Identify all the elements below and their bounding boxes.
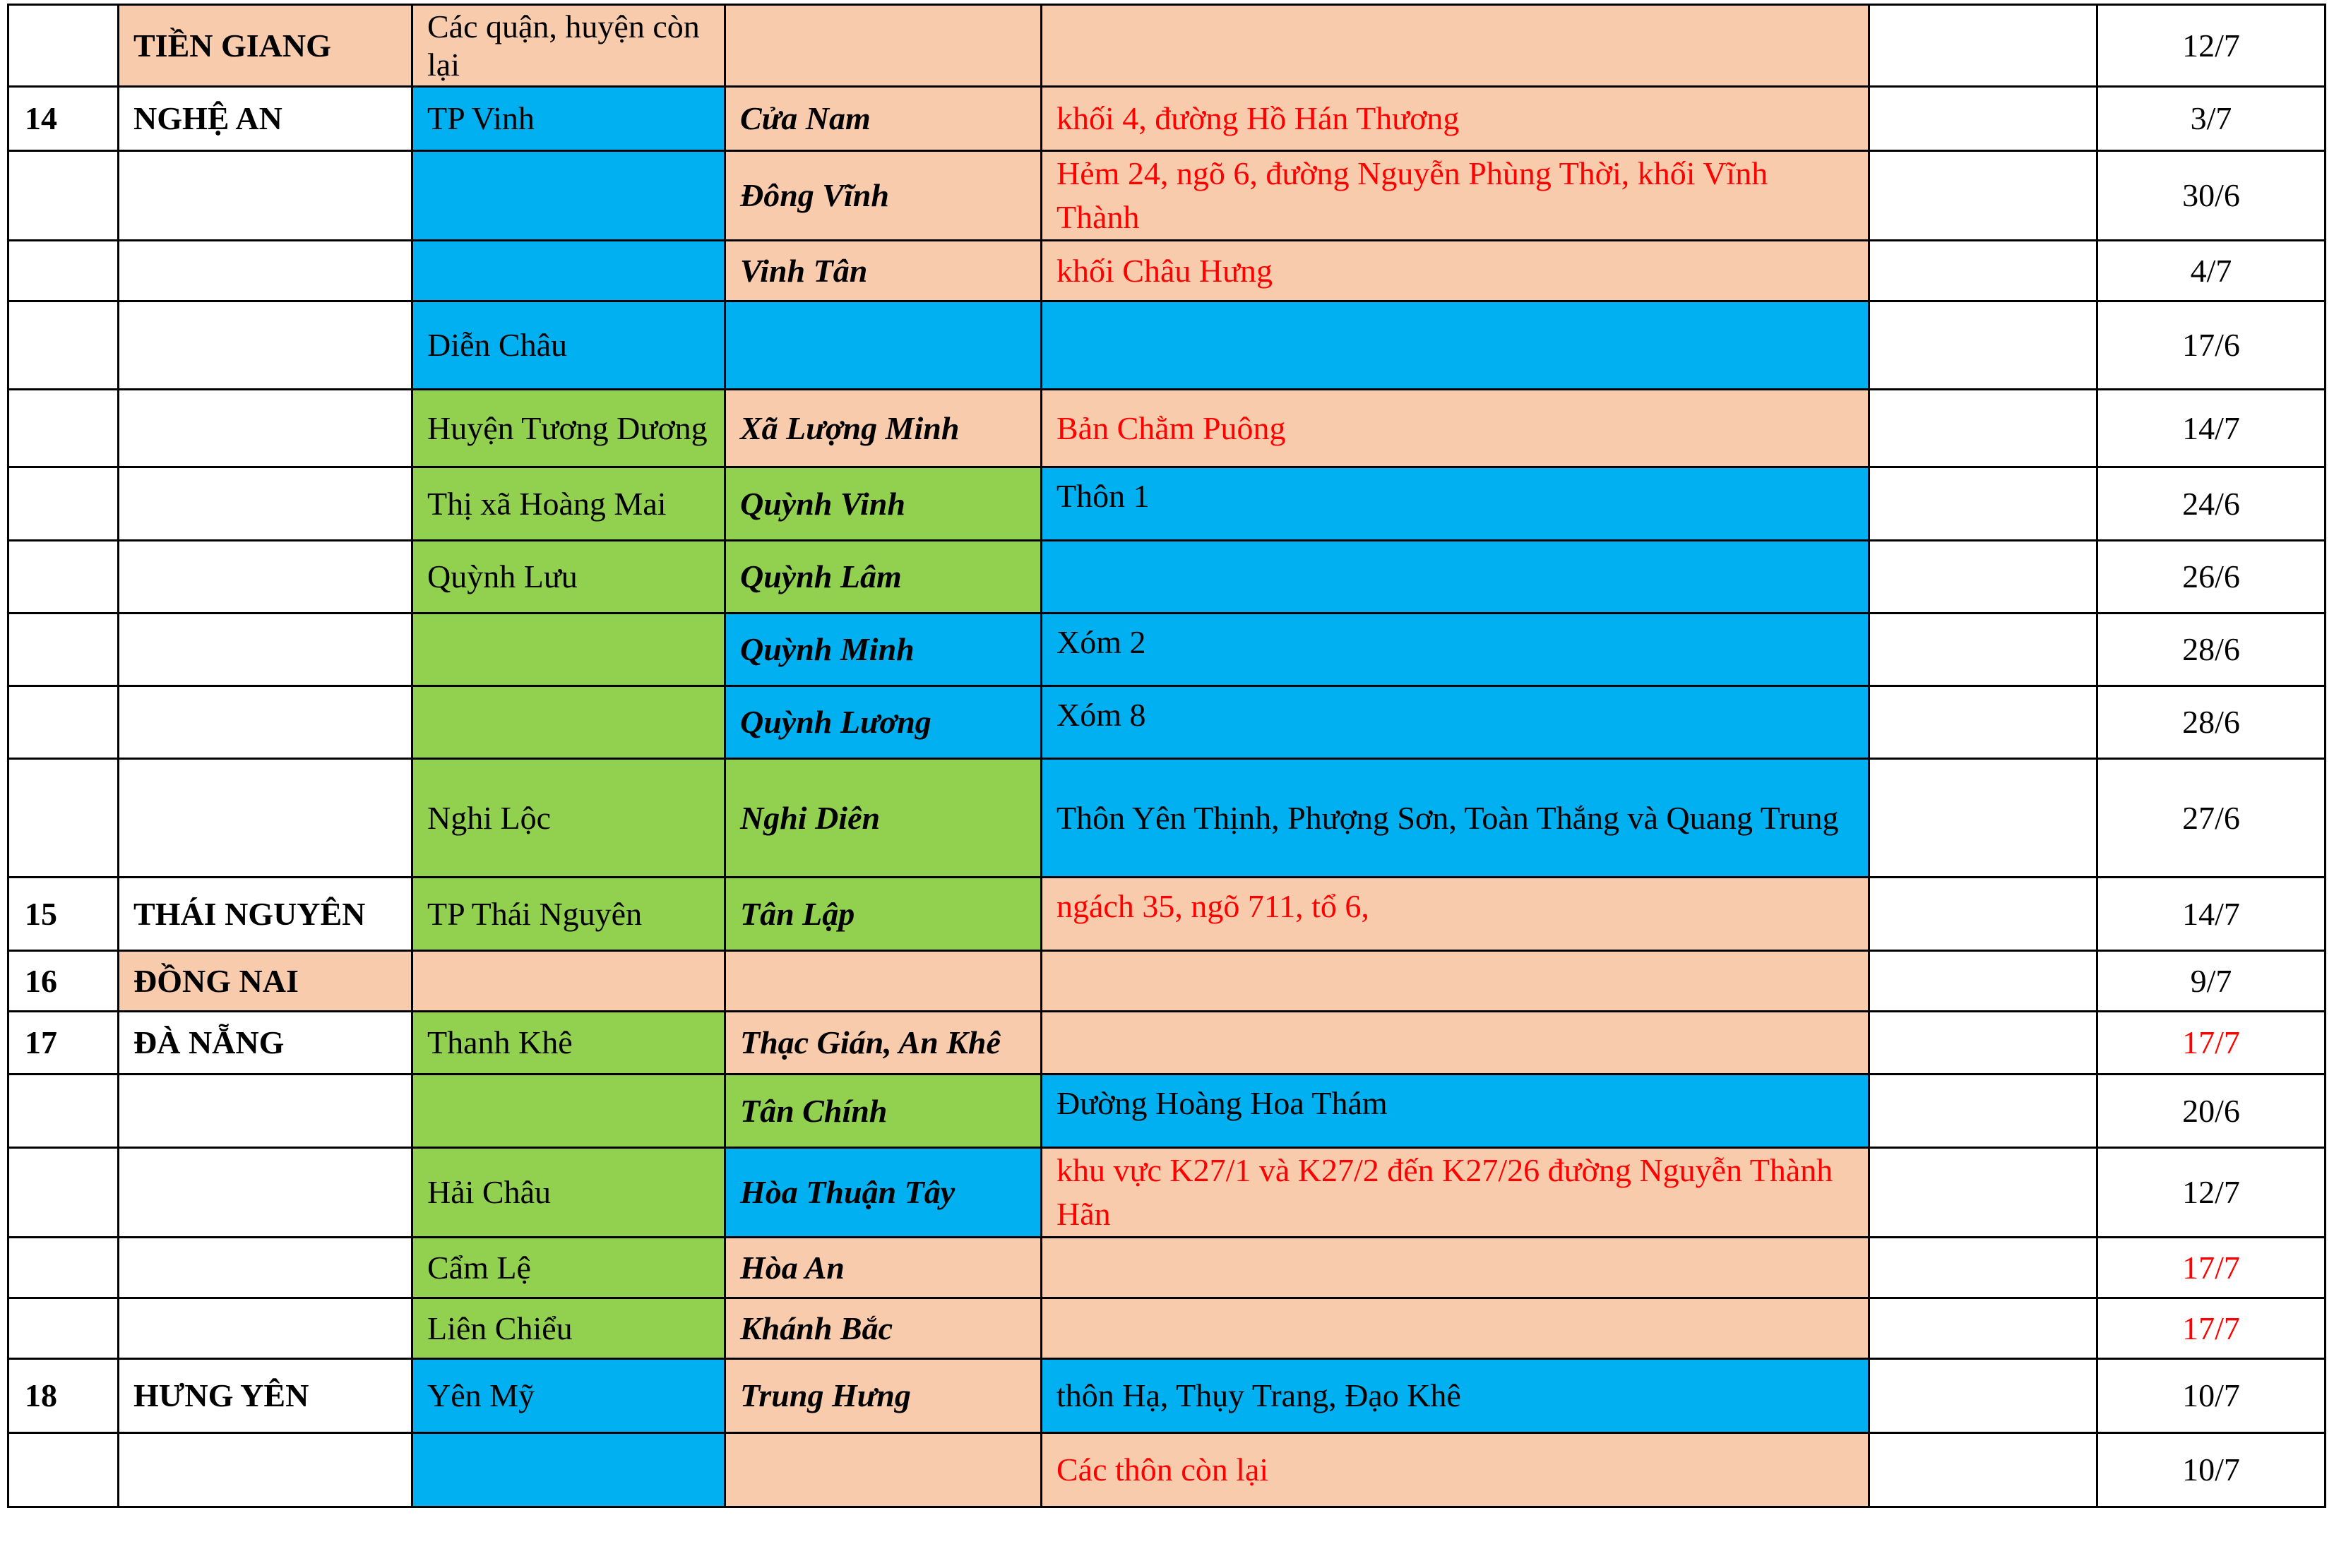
date-cell: 9/7	[2097, 951, 2326, 1012]
district-cell: Cẩm Lệ	[412, 1238, 725, 1298]
note-cell	[1869, 686, 2097, 759]
district-cell	[412, 614, 725, 686]
district-cell	[412, 241, 725, 301]
ward-cell: Quỳnh Lương	[725, 686, 1042, 759]
date-cell: 14/7	[2097, 390, 2326, 467]
note-cell	[1869, 1298, 2097, 1359]
table-row	[8, 301, 2326, 390]
province-cell: THÁI NGUYÊN	[119, 878, 412, 951]
district-cell: Thanh Khê	[412, 1012, 725, 1075]
table-row	[8, 951, 2326, 1012]
ward-cell: Tân Chính	[725, 1075, 1042, 1148]
table-body	[8, 5, 2326, 1507]
province-cell: NGHỆ AN	[119, 87, 412, 151]
address-cell: Hẻm 24, ngõ 6, đường Nguyễn Phùng Thời, khối Vĩnh Thành	[1042, 151, 1869, 241]
address-cell	[1042, 1012, 1869, 1075]
district-cell: Huyện Tương Dương	[412, 390, 725, 467]
note-cell	[1869, 614, 2097, 686]
table-row	[8, 1433, 2326, 1507]
table-row	[8, 241, 2326, 301]
stt-cell	[8, 390, 119, 467]
district-cell: Liên Chiểu	[412, 1298, 725, 1359]
table-row	[8, 1359, 2326, 1433]
note-cell	[1869, 390, 2097, 467]
ward-cell: Thạc Gián, An Khê	[725, 1012, 1042, 1075]
date-cell: 12/7	[2097, 5, 2326, 87]
province-cell	[119, 1298, 412, 1359]
district-cell: Nghi Lộc	[412, 759, 725, 878]
date-cell: 30/6	[2097, 151, 2326, 241]
ward-cell: Vinh Tân	[725, 241, 1042, 301]
stt-cell	[8, 1075, 119, 1148]
address-cell: Thôn Yên Thịnh, Phượng Sơn, Toàn Thắng và Quang Trung	[1042, 759, 1869, 878]
ward-cell: Trung Hưng	[725, 1359, 1042, 1433]
ward-cell	[725, 5, 1042, 87]
province-cell	[119, 1148, 412, 1238]
district-cell: Diễn Châu	[412, 301, 725, 390]
province-cell	[119, 1075, 412, 1148]
date-cell: 3/7	[2097, 87, 2326, 151]
stt-cell: 18	[8, 1359, 119, 1433]
ward-cell: Xã Lượng Minh	[725, 390, 1042, 467]
note-cell	[1869, 1148, 2097, 1238]
ward-cell: Tân Lập	[725, 878, 1042, 951]
outbreak-table	[7, 4, 2326, 1508]
district-cell	[412, 686, 725, 759]
address-cell	[1042, 951, 1869, 1012]
table-row	[8, 1148, 2326, 1238]
ward-cell	[725, 951, 1042, 1012]
stt-cell: 14	[8, 87, 119, 151]
stt-cell	[8, 1298, 119, 1359]
district-cell	[412, 1433, 725, 1507]
date-cell: 10/7	[2097, 1359, 2326, 1433]
province-cell	[119, 301, 412, 390]
table-row	[8, 614, 2326, 686]
date-cell: 27/6	[2097, 759, 2326, 878]
note-cell	[1869, 1433, 2097, 1507]
table-row	[8, 541, 2326, 614]
province-cell	[119, 241, 412, 301]
address-cell: Thôn 1	[1042, 467, 1869, 541]
table-row	[8, 1075, 2326, 1148]
district-cell: Quỳnh Lưu	[412, 541, 725, 614]
address-cell: Đường Hoàng Hoa Thám	[1042, 1075, 1869, 1148]
date-cell: 24/6	[2097, 467, 2326, 541]
province-cell	[119, 1238, 412, 1298]
ward-cell	[725, 301, 1042, 390]
table-row	[8, 1238, 2326, 1298]
province-cell	[119, 151, 412, 241]
ward-cell: Quỳnh Minh	[725, 614, 1042, 686]
stt-cell	[8, 1433, 119, 1507]
date-cell: 10/7	[2097, 1433, 2326, 1507]
district-cell: TP Vinh	[412, 87, 725, 151]
ward-cell	[725, 1433, 1042, 1507]
address-cell: Các thôn còn lại	[1042, 1433, 1869, 1507]
stt-cell: 17	[8, 1012, 119, 1075]
province-cell	[119, 614, 412, 686]
note-cell	[1869, 241, 2097, 301]
date-cell: 4/7	[2097, 241, 2326, 301]
address-cell: khối 4, đường Hồ Hán Thương	[1042, 87, 1869, 151]
note-cell	[1869, 5, 2097, 87]
date-cell: 17/6	[2097, 301, 2326, 390]
note-cell	[1869, 878, 2097, 951]
note-cell	[1869, 1238, 2097, 1298]
date-cell: 12/7	[2097, 1148, 2326, 1238]
address-cell	[1042, 541, 1869, 614]
address-cell: Xóm 2	[1042, 614, 1869, 686]
province-cell	[119, 390, 412, 467]
table-row	[8, 467, 2326, 541]
table-row	[8, 5, 2326, 87]
stt-cell	[8, 1148, 119, 1238]
table-row	[8, 390, 2326, 467]
stt-cell	[8, 151, 119, 241]
province-cell	[119, 467, 412, 541]
province-cell	[119, 686, 412, 759]
address-cell	[1042, 1298, 1869, 1359]
address-cell: khu vực K27/1 và K27/2 đến K27/26 đường Nguyễn Thành Hãn	[1042, 1148, 1869, 1238]
address-cell: ngách 35, ngõ 711, tổ 6,	[1042, 878, 1869, 951]
ward-cell: Hòa Thuận Tây	[725, 1148, 1042, 1238]
note-cell	[1869, 1012, 2097, 1075]
table-row	[8, 1012, 2326, 1075]
table-row	[8, 878, 2326, 951]
stt-cell	[8, 301, 119, 390]
address-cell	[1042, 301, 1869, 390]
stt-cell: 16	[8, 951, 119, 1012]
ward-cell: Đông Vĩnh	[725, 151, 1042, 241]
note-cell	[1869, 541, 2097, 614]
district-cell: Hải Châu	[412, 1148, 725, 1238]
ward-cell: Quỳnh Vinh	[725, 467, 1042, 541]
province-cell: ĐÀ NẴNG	[119, 1012, 412, 1075]
district-cell: Thị xã Hoàng Mai	[412, 467, 725, 541]
district-cell	[412, 151, 725, 241]
note-cell	[1869, 301, 2097, 390]
province-cell	[119, 1433, 412, 1507]
table-row	[8, 686, 2326, 759]
ward-cell: Nghi Diên	[725, 759, 1042, 878]
stt-cell	[8, 614, 119, 686]
district-cell: TP Thái Nguyên	[412, 878, 725, 951]
ward-cell: Quỳnh Lâm	[725, 541, 1042, 614]
province-cell	[119, 759, 412, 878]
ward-cell: Khánh Bắc	[725, 1298, 1042, 1359]
province-cell: ĐỒNG NAI	[119, 951, 412, 1012]
district-cell	[412, 1075, 725, 1148]
note-cell	[1869, 1359, 2097, 1433]
district-cell: Các quận, huyện còn lại	[412, 5, 725, 87]
table-row	[8, 1298, 2326, 1359]
date-cell: 17/7	[2097, 1298, 2326, 1359]
note-cell	[1869, 467, 2097, 541]
district-cell: Yên Mỹ	[412, 1359, 725, 1433]
stt-cell	[8, 241, 119, 301]
stt-cell	[8, 541, 119, 614]
address-cell	[1042, 1238, 1869, 1298]
ward-cell: Hòa An	[725, 1238, 1042, 1298]
stt-cell: 15	[8, 878, 119, 951]
date-cell: 28/6	[2097, 686, 2326, 759]
table-row	[8, 87, 2326, 151]
province-cell	[119, 541, 412, 614]
date-cell: 20/6	[2097, 1075, 2326, 1148]
date-cell: 17/7	[2097, 1238, 2326, 1298]
ward-cell: Cửa Nam	[725, 87, 1042, 151]
date-cell: 17/7	[2097, 1012, 2326, 1075]
stt-cell	[8, 5, 119, 87]
date-cell: 28/6	[2097, 614, 2326, 686]
table-row	[8, 759, 2326, 878]
date-cell: 14/7	[2097, 878, 2326, 951]
address-cell: khối Châu Hưng	[1042, 241, 1869, 301]
stt-cell	[8, 686, 119, 759]
address-cell: Bản Chằm Puông	[1042, 390, 1869, 467]
stt-cell	[8, 467, 119, 541]
note-cell	[1869, 87, 2097, 151]
province-cell: HƯNG YÊN	[119, 1359, 412, 1433]
table-row	[8, 151, 2326, 241]
note-cell	[1869, 759, 2097, 878]
address-cell: Xóm 8	[1042, 686, 1869, 759]
stt-cell	[8, 1238, 119, 1298]
stt-cell	[8, 759, 119, 878]
note-cell	[1869, 151, 2097, 241]
note-cell	[1869, 951, 2097, 1012]
district-cell	[412, 951, 725, 1012]
note-cell	[1869, 1075, 2097, 1148]
address-cell: thôn Hạ, Thụy Trang, Đạo Khê	[1042, 1359, 1869, 1433]
address-cell	[1042, 5, 1869, 87]
province-cell: TIỀN GIANG	[119, 5, 412, 87]
date-cell: 26/6	[2097, 541, 2326, 614]
